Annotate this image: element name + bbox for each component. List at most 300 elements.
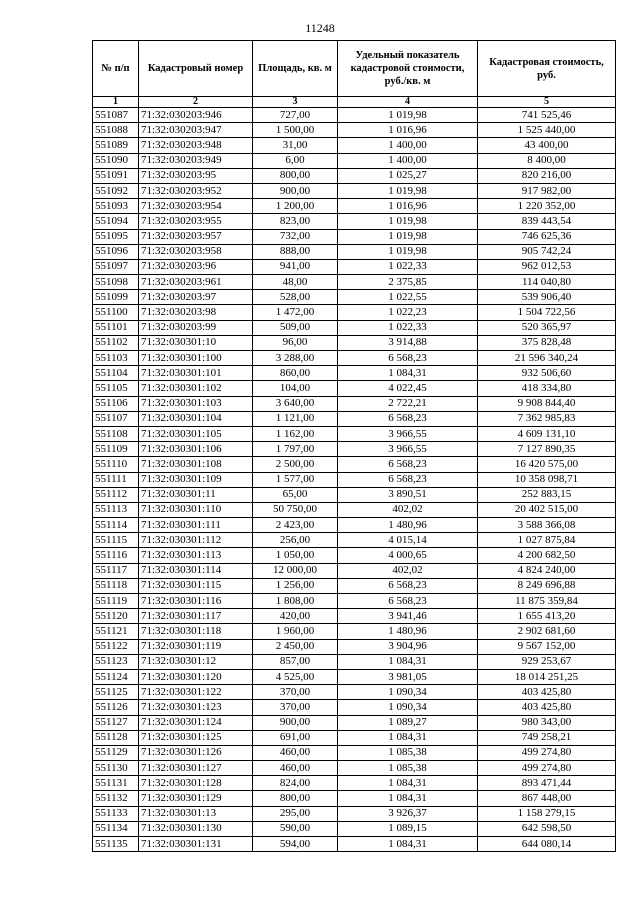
cell-row-number: 551130	[93, 761, 139, 776]
cell-cadastral-number: 71:32:030301:130	[139, 821, 253, 836]
cell-cadastral-cost: 8 249 696,88	[478, 578, 616, 593]
cell-cadastral-number: 71:32:030301:100	[139, 351, 253, 366]
table-row	[93, 472, 616, 487]
table-row	[93, 214, 616, 229]
table-row	[93, 837, 616, 852]
cell-area: 888,00	[253, 244, 338, 259]
cell-row-number: 551129	[93, 745, 139, 760]
table-row	[93, 381, 616, 396]
cell-area: 941,00	[253, 259, 338, 274]
cell-unit-value: 4 000,65	[338, 548, 478, 563]
cell-cadastral-cost: 4 824 240,00	[478, 563, 616, 578]
cell-cadastral-cost: 9 908 844,40	[478, 396, 616, 411]
table-row	[93, 153, 616, 168]
cell-unit-value: 1 090,34	[338, 685, 478, 700]
cell-cadastral-cost: 839 443,54	[478, 214, 616, 229]
table-row	[93, 563, 616, 578]
header-area: Площадь, кв. м	[253, 41, 338, 97]
cell-cadastral-number: 71:32:030301:108	[139, 457, 253, 472]
table-row	[93, 806, 616, 821]
cell-unit-value: 1 089,15	[338, 821, 478, 836]
cell-unit-value: 4 015,14	[338, 533, 478, 548]
cell-cadastral-cost: 1 027 875,84	[478, 533, 616, 548]
cell-unit-value: 1 022,33	[338, 259, 478, 274]
cell-area: 1 500,00	[253, 123, 338, 138]
cell-unit-value: 1 480,96	[338, 518, 478, 533]
cell-unit-value: 1 022,23	[338, 305, 478, 320]
cell-cadastral-number: 71:32:030203:95	[139, 168, 253, 183]
cell-area: 256,00	[253, 533, 338, 548]
cell-cadastral-number: 71:32:030203:958	[139, 244, 253, 259]
cell-cadastral-number: 71:32:030301:111	[139, 518, 253, 533]
cell-unit-value: 1 085,38	[338, 745, 478, 760]
cell-row-number: 551128	[93, 730, 139, 745]
cell-row-number: 551113	[93, 502, 139, 517]
cell-cadastral-cost: 252 883,15	[478, 487, 616, 502]
cell-unit-value: 1 084,31	[338, 654, 478, 669]
table-row	[93, 776, 616, 791]
cell-area: 370,00	[253, 685, 338, 700]
cell-row-number: 551103	[93, 351, 139, 366]
column-number-3: 3	[253, 97, 338, 108]
cell-cadastral-number: 71:32:030301:113	[139, 548, 253, 563]
cell-row-number: 551122	[93, 639, 139, 654]
table-row	[93, 123, 616, 138]
cell-area: 420,00	[253, 609, 338, 624]
cell-area: 528,00	[253, 290, 338, 305]
table-row	[93, 821, 616, 836]
cell-area: 1 472,00	[253, 305, 338, 320]
cell-row-number: 551118	[93, 578, 139, 593]
cell-area: 3 288,00	[253, 351, 338, 366]
cell-cadastral-number: 71:32:030301:117	[139, 609, 253, 624]
header-cadastral-cost: Кадастровая стоимость, руб.	[478, 41, 616, 97]
cell-area: 857,00	[253, 654, 338, 669]
cell-cadastral-cost: 4 609 131,10	[478, 426, 616, 441]
table-row	[93, 594, 616, 609]
header-row-number: № п/п	[93, 41, 139, 97]
cell-unit-value: 1 084,31	[338, 366, 478, 381]
table-row	[93, 578, 616, 593]
cell-row-number: 551132	[93, 791, 139, 806]
cell-cadastral-number: 71:32:030301:105	[139, 426, 253, 441]
cell-unit-value: 1 019,98	[338, 183, 478, 198]
cell-unit-value: 1 016,96	[338, 199, 478, 214]
cell-row-number: 551127	[93, 715, 139, 730]
cell-cadastral-number: 71:32:030301:102	[139, 381, 253, 396]
cell-cadastral-number: 71:32:030301:104	[139, 411, 253, 426]
cell-cadastral-cost: 403 425,80	[478, 700, 616, 715]
cell-row-number: 551095	[93, 229, 139, 244]
cell-unit-value: 6 568,23	[338, 351, 478, 366]
cell-area: 104,00	[253, 381, 338, 396]
cell-cadastral-cost: 820 216,00	[478, 168, 616, 183]
cell-cadastral-number: 71:32:030203:97	[139, 290, 253, 305]
cell-cadastral-number: 71:32:030301:128	[139, 776, 253, 791]
cell-cadastral-cost: 917 982,00	[478, 183, 616, 198]
cadastral-value-table	[92, 40, 616, 852]
cell-area: 1 121,00	[253, 411, 338, 426]
cell-unit-value: 1 025,27	[338, 168, 478, 183]
cell-area: 3 640,00	[253, 396, 338, 411]
table-row	[93, 199, 616, 214]
cell-row-number: 551096	[93, 244, 139, 259]
cell-cadastral-cost: 499 274,80	[478, 761, 616, 776]
cell-cadastral-number: 71:32:030203:99	[139, 320, 253, 335]
cell-unit-value: 2 375,85	[338, 275, 478, 290]
cell-unit-value: 3 966,55	[338, 442, 478, 457]
cell-cadastral-number: 71:32:030301:126	[139, 745, 253, 760]
cell-unit-value: 1 019,98	[338, 229, 478, 244]
cell-cadastral-number: 71:32:030301:124	[139, 715, 253, 730]
cell-cadastral-number: 71:32:030203:949	[139, 153, 253, 168]
cell-cadastral-number: 71:32:030301:119	[139, 639, 253, 654]
cell-row-number: 551092	[93, 183, 139, 198]
cell-row-number: 551121	[93, 624, 139, 639]
cell-unit-value: 402,02	[338, 502, 478, 517]
cell-unit-value: 1 084,31	[338, 791, 478, 806]
cell-row-number: 551111	[93, 472, 139, 487]
cell-row-number: 551119	[93, 594, 139, 609]
cell-row-number: 551106	[93, 396, 139, 411]
table-row	[93, 609, 616, 624]
cell-cadastral-number: 71:32:030301:10	[139, 335, 253, 350]
cell-area: 727,00	[253, 108, 338, 123]
table-row	[93, 533, 616, 548]
cell-cadastral-number: 71:32:030301:103	[139, 396, 253, 411]
cell-cadastral-cost: 3 588 366,08	[478, 518, 616, 533]
cell-row-number: 551117	[93, 563, 139, 578]
cell-area: 4 525,00	[253, 669, 338, 684]
cell-area: 1 808,00	[253, 594, 338, 609]
cell-area: 1 256,00	[253, 578, 338, 593]
cell-cadastral-cost: 375 828,48	[478, 335, 616, 350]
cell-row-number: 551109	[93, 442, 139, 457]
cell-row-number: 551123	[93, 654, 139, 669]
cell-area: 6,00	[253, 153, 338, 168]
cell-area: 800,00	[253, 168, 338, 183]
cell-area: 460,00	[253, 761, 338, 776]
cell-cadastral-number: 71:32:030203:961	[139, 275, 253, 290]
cell-area: 824,00	[253, 776, 338, 791]
table-row	[93, 639, 616, 654]
table-row	[93, 518, 616, 533]
table-row	[93, 669, 616, 684]
cell-row-number: 551089	[93, 138, 139, 153]
cell-row-number: 551100	[93, 305, 139, 320]
cell-unit-value: 3 914,88	[338, 335, 478, 350]
cell-cadastral-cost: 962 012,53	[478, 259, 616, 274]
table-row	[93, 487, 616, 502]
table-row	[93, 761, 616, 776]
cell-unit-value: 1 085,38	[338, 761, 478, 776]
cell-area: 1 200,00	[253, 199, 338, 214]
cell-cadastral-cost: 867 448,00	[478, 791, 616, 806]
cell-cadastral-number: 71:32:030203:946	[139, 108, 253, 123]
cell-unit-value: 4 022,45	[338, 381, 478, 396]
cell-row-number: 551131	[93, 776, 139, 791]
cell-unit-value: 1 400,00	[338, 153, 478, 168]
cell-cadastral-cost: 403 425,80	[478, 685, 616, 700]
cell-cadastral-cost: 21 596 340,24	[478, 351, 616, 366]
cell-unit-value: 3 966,55	[338, 426, 478, 441]
column-number-row	[93, 97, 616, 108]
table-row	[93, 685, 616, 700]
cell-cadastral-cost: 20 402 515,00	[478, 502, 616, 517]
cell-unit-value: 6 568,23	[338, 411, 478, 426]
cell-row-number: 551125	[93, 685, 139, 700]
cell-cadastral-cost: 741 525,46	[478, 108, 616, 123]
cell-cadastral-cost: 893 471,44	[478, 776, 616, 791]
cell-area: 12 000,00	[253, 563, 338, 578]
table-row	[93, 730, 616, 745]
cell-area: 2 500,00	[253, 457, 338, 472]
table-row	[93, 715, 616, 730]
cell-row-number: 551107	[93, 411, 139, 426]
cell-cadastral-cost: 520 365,97	[478, 320, 616, 335]
cell-cadastral-cost: 43 400,00	[478, 138, 616, 153]
cell-cadastral-cost: 1 158 279,15	[478, 806, 616, 821]
cell-cadastral-number: 71:32:030301:12	[139, 654, 253, 669]
cell-cadastral-number: 71:32:030301:118	[139, 624, 253, 639]
cell-row-number: 551099	[93, 290, 139, 305]
cell-unit-value: 6 568,23	[338, 594, 478, 609]
cell-row-number: 551126	[93, 700, 139, 715]
table-row	[93, 791, 616, 806]
cell-unit-value: 3 981,05	[338, 669, 478, 684]
table-row	[93, 275, 616, 290]
header-unit-value: Удельный показатель кадастровой стоимости, руб./кв. м	[338, 41, 478, 97]
cell-cadastral-number: 71:32:030301:127	[139, 761, 253, 776]
cell-row-number: 551120	[93, 609, 139, 624]
cell-cadastral-number: 71:32:030301:109	[139, 472, 253, 487]
cell-cadastral-cost: 9 567 152,00	[478, 639, 616, 654]
cell-unit-value: 6 568,23	[338, 578, 478, 593]
cell-unit-value: 1 022,55	[338, 290, 478, 305]
cell-cadastral-cost: 16 420 575,00	[478, 457, 616, 472]
cell-area: 31,00	[253, 138, 338, 153]
cell-unit-value: 1 400,00	[338, 138, 478, 153]
table-row	[93, 290, 616, 305]
table-row	[93, 411, 616, 426]
cell-area: 860,00	[253, 366, 338, 381]
table-row	[93, 548, 616, 563]
cell-row-number: 551091	[93, 168, 139, 183]
table-row	[93, 351, 616, 366]
cell-area: 1 162,00	[253, 426, 338, 441]
cell-area: 96,00	[253, 335, 338, 350]
cell-cadastral-number: 71:32:030203:955	[139, 214, 253, 229]
cell-area: 509,00	[253, 320, 338, 335]
cell-unit-value: 1 084,31	[338, 837, 478, 852]
cell-cadastral-cost: 7 362 985,83	[478, 411, 616, 426]
table-row	[93, 108, 616, 123]
cell-cadastral-cost: 18 014 251,25	[478, 669, 616, 684]
cell-cadastral-number: 71:32:030301:116	[139, 594, 253, 609]
cell-unit-value: 1 090,34	[338, 700, 478, 715]
cell-row-number: 551105	[93, 381, 139, 396]
cell-area: 48,00	[253, 275, 338, 290]
cell-unit-value: 6 568,23	[338, 472, 478, 487]
cell-cadastral-cost: 746 625,36	[478, 229, 616, 244]
cell-row-number: 551110	[93, 457, 139, 472]
cell-row-number: 551098	[93, 275, 139, 290]
column-number-5: 5	[478, 97, 616, 108]
cell-cadastral-number: 71:32:030301:123	[139, 700, 253, 715]
cell-cadastral-number: 71:32:030301:106	[139, 442, 253, 457]
cell-cadastral-number: 71:32:030301:129	[139, 791, 253, 806]
cell-cadastral-cost: 10 358 098,71	[478, 472, 616, 487]
table-row	[93, 502, 616, 517]
cell-cadastral-number: 71:32:030301:112	[139, 533, 253, 548]
cell-cadastral-number: 71:32:030203:948	[139, 138, 253, 153]
cell-unit-value: 6 568,23	[338, 457, 478, 472]
cell-row-number: 551101	[93, 320, 139, 335]
cell-row-number: 551115	[93, 533, 139, 548]
table-row	[93, 229, 616, 244]
table-row	[93, 305, 616, 320]
cell-unit-value: 1 084,31	[338, 730, 478, 745]
cell-cadastral-number: 71:32:030301:125	[139, 730, 253, 745]
cell-area: 900,00	[253, 183, 338, 198]
table-header-row	[93, 41, 616, 97]
cell-cadastral-number: 71:32:030301:120	[139, 669, 253, 684]
cell-cadastral-cost: 1 655 413,20	[478, 609, 616, 624]
cell-cadastral-cost: 1 504 722,56	[478, 305, 616, 320]
cell-area: 295,00	[253, 806, 338, 821]
cell-cadastral-number: 71:32:030301:115	[139, 578, 253, 593]
cell-cadastral-number: 71:32:030203:96	[139, 259, 253, 274]
cell-area: 590,00	[253, 821, 338, 836]
table-row	[93, 183, 616, 198]
cell-cadastral-number: 71:32:030301:114	[139, 563, 253, 578]
cell-cadastral-cost: 932 506,60	[478, 366, 616, 381]
table-row	[93, 624, 616, 639]
cell-row-number: 551133	[93, 806, 139, 821]
cell-area: 2 450,00	[253, 639, 338, 654]
cell-unit-value: 1 022,33	[338, 320, 478, 335]
table-row	[93, 138, 616, 153]
table-row	[93, 168, 616, 183]
cell-area: 732,00	[253, 229, 338, 244]
cell-row-number: 551093	[93, 199, 139, 214]
cell-unit-value: 1 019,98	[338, 214, 478, 229]
cell-cadastral-number: 71:32:030301:11	[139, 487, 253, 502]
cell-area: 65,00	[253, 487, 338, 502]
cell-cadastral-number: 71:32:030301:101	[139, 366, 253, 381]
cell-row-number: 551114	[93, 518, 139, 533]
table-row	[93, 244, 616, 259]
cell-cadastral-cost: 1 525 440,00	[478, 123, 616, 138]
cell-area: 1 960,00	[253, 624, 338, 639]
table-row	[93, 320, 616, 335]
table-row	[93, 259, 616, 274]
cell-cadastral-number: 71:32:030301:13	[139, 806, 253, 821]
cell-cadastral-number: 71:32:030203:954	[139, 199, 253, 214]
cell-row-number: 551104	[93, 366, 139, 381]
cell-area: 900,00	[253, 715, 338, 730]
cell-cadastral-cost: 749 258,21	[478, 730, 616, 745]
cell-cadastral-number: 71:32:030301:110	[139, 502, 253, 517]
table-row	[93, 366, 616, 381]
cell-cadastral-cost: 905 742,24	[478, 244, 616, 259]
cell-area: 594,00	[253, 837, 338, 852]
page-number: 11248	[305, 21, 335, 35]
cell-cadastral-cost: 418 334,80	[478, 381, 616, 396]
table-row	[93, 654, 616, 669]
table-body	[93, 108, 616, 852]
cell-area: 1 577,00	[253, 472, 338, 487]
cell-area: 1 050,00	[253, 548, 338, 563]
header-cadastral-number: Кадастровый номер	[139, 41, 253, 97]
cell-unit-value: 402,02	[338, 563, 478, 578]
cell-area: 823,00	[253, 214, 338, 229]
cell-unit-value: 1 089,27	[338, 715, 478, 730]
cell-cadastral-cost: 7 127 890,35	[478, 442, 616, 457]
cell-unit-value: 3 926,37	[338, 806, 478, 821]
cell-area: 691,00	[253, 730, 338, 745]
cell-unit-value: 3 890,51	[338, 487, 478, 502]
cell-row-number: 551090	[93, 153, 139, 168]
table-row	[93, 700, 616, 715]
table-row	[93, 426, 616, 441]
cell-row-number: 551134	[93, 821, 139, 836]
table-row	[93, 745, 616, 760]
column-number-2: 2	[139, 97, 253, 108]
column-number-4: 4	[338, 97, 478, 108]
cell-area: 50 750,00	[253, 502, 338, 517]
cell-unit-value: 3 904,96	[338, 639, 478, 654]
cell-cadastral-number: 71:32:030203:952	[139, 183, 253, 198]
cell-row-number: 551124	[93, 669, 139, 684]
cell-cadastral-cost: 2 902 681,60	[478, 624, 616, 639]
cell-cadastral-cost: 539 906,40	[478, 290, 616, 305]
cell-row-number: 551094	[93, 214, 139, 229]
cell-cadastral-cost: 642 598,50	[478, 821, 616, 836]
cell-cadastral-cost: 1 220 352,00	[478, 199, 616, 214]
cell-cadastral-cost: 114 040,80	[478, 275, 616, 290]
table-row	[93, 457, 616, 472]
cell-row-number: 551102	[93, 335, 139, 350]
cell-unit-value: 2 722,21	[338, 396, 478, 411]
cell-area: 1 797,00	[253, 442, 338, 457]
table-row	[93, 396, 616, 411]
cell-cadastral-cost: 8 400,00	[478, 153, 616, 168]
cell-area: 370,00	[253, 700, 338, 715]
table-row	[93, 442, 616, 457]
cell-unit-value: 1 019,98	[338, 244, 478, 259]
cell-row-number: 551108	[93, 426, 139, 441]
cell-cadastral-number: 71:32:030203:947	[139, 123, 253, 138]
cell-area: 460,00	[253, 745, 338, 760]
cell-row-number: 551116	[93, 548, 139, 563]
cell-unit-value: 1 480,96	[338, 624, 478, 639]
column-number-1: 1	[93, 97, 139, 108]
cell-cadastral-cost: 929 253,67	[478, 654, 616, 669]
cell-cadastral-number: 71:32:030301:122	[139, 685, 253, 700]
cell-unit-value: 3 941,46	[338, 609, 478, 624]
cell-cadastral-number: 71:32:030203:957	[139, 229, 253, 244]
cell-cadastral-cost: 11 875 359,84	[478, 594, 616, 609]
cell-row-number: 551135	[93, 837, 139, 852]
cell-unit-value: 1 084,31	[338, 776, 478, 791]
cell-cadastral-cost: 644 080,14	[478, 837, 616, 852]
cell-area: 2 423,00	[253, 518, 338, 533]
cell-cadastral-number: 71:32:030301:131	[139, 837, 253, 852]
cell-cadastral-cost: 499 274,80	[478, 745, 616, 760]
cell-cadastral-number: 71:32:030203:98	[139, 305, 253, 320]
cell-row-number: 551112	[93, 487, 139, 502]
